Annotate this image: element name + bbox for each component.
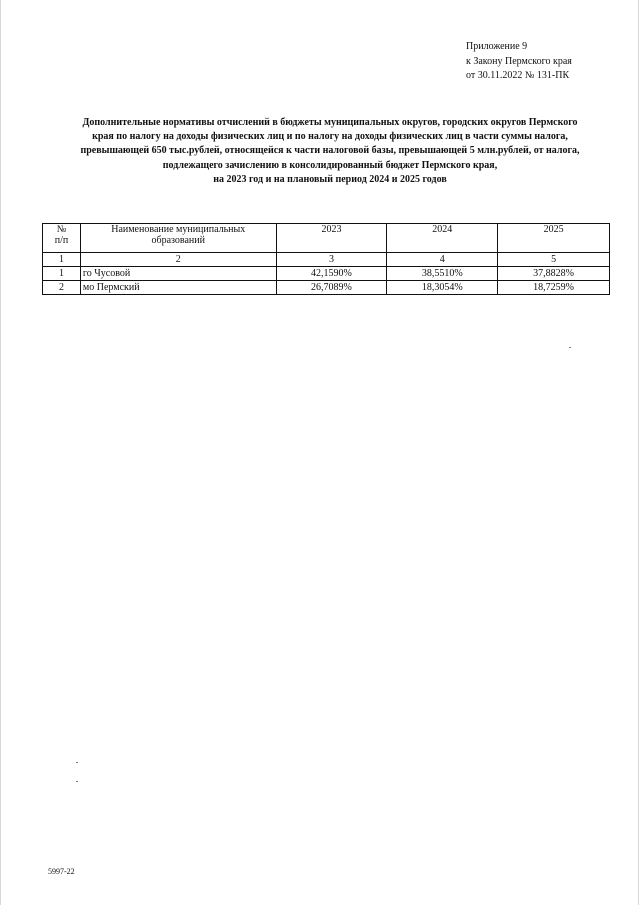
title-line-2: края по налогу на доходы физических лиц и по налогу на доходы физических лиц в части суммы налога, [92,131,568,143]
page-left-edge [0,0,1,905]
header-2025: 2025 [498,224,610,253]
appendix-reference [466,40,626,84]
title-line-1: Дополнительные нормативы отчислений в бюджеты муниципальных округов, городских округов Пермского [82,117,578,128]
municipality-name: го Чусовой [80,267,276,281]
column-number-cell: 4 [387,253,498,267]
document-code: 5997-22 [48,867,75,876]
column-number-cell: 1 [43,253,81,267]
title-line-4: подлежащего зачислению в консолидированный бюджет Пермского края, [162,159,498,171]
municipality-name: мо Пермский [80,281,276,295]
title-line-5: на 2023 год и на плановый период 2024 и 2025 годов [213,173,447,185]
page-right-edge [638,0,639,905]
norm-2024: 18,3054% [387,281,498,295]
document-title [40,116,620,187]
column-number-cell: 2 [80,253,276,267]
header-row [43,224,610,253]
column-number-cell: 3 [276,253,387,267]
header-municipality-line-1: Наименование муниципальных [111,224,246,235]
scan-speck [569,347,571,348]
header-number [43,224,81,253]
header-2023: 2023 [276,224,387,253]
table-row [43,267,610,281]
appendix-line-1: Приложение 9 [466,41,528,52]
header-municipality [80,224,276,253]
header-number-line-1: № [56,224,67,235]
appendix-line-2: к Закону Пермского края [466,55,572,67]
norm-2023: 42,1590% [276,267,387,281]
norm-2025: 37,8828% [498,267,610,281]
title-line-3: превышающей 650 тыс.рублей, относящейся к части налоговой базы, превышающей 5 млн.рублей, от налога, [80,145,580,157]
norms-table [42,223,610,295]
appendix-line-3: от 30.11.2022 № 131-ПК [466,70,570,81]
header-number-line-2: п/п [54,235,69,246]
table-row [43,281,610,295]
row-number: 1 [43,267,81,281]
column-number-row [43,253,610,267]
header-municipality-line-2: образований [151,235,205,246]
scan-speck [76,781,78,782]
norm-2025: 18,7259% [498,281,610,295]
row-number: 2 [43,281,81,295]
header-2024: 2024 [387,224,498,253]
scan-speck [76,762,78,763]
norm-2023: 26,7089% [276,281,387,295]
column-number-cell: 5 [498,253,610,267]
norm-2024: 38,5510% [387,267,498,281]
